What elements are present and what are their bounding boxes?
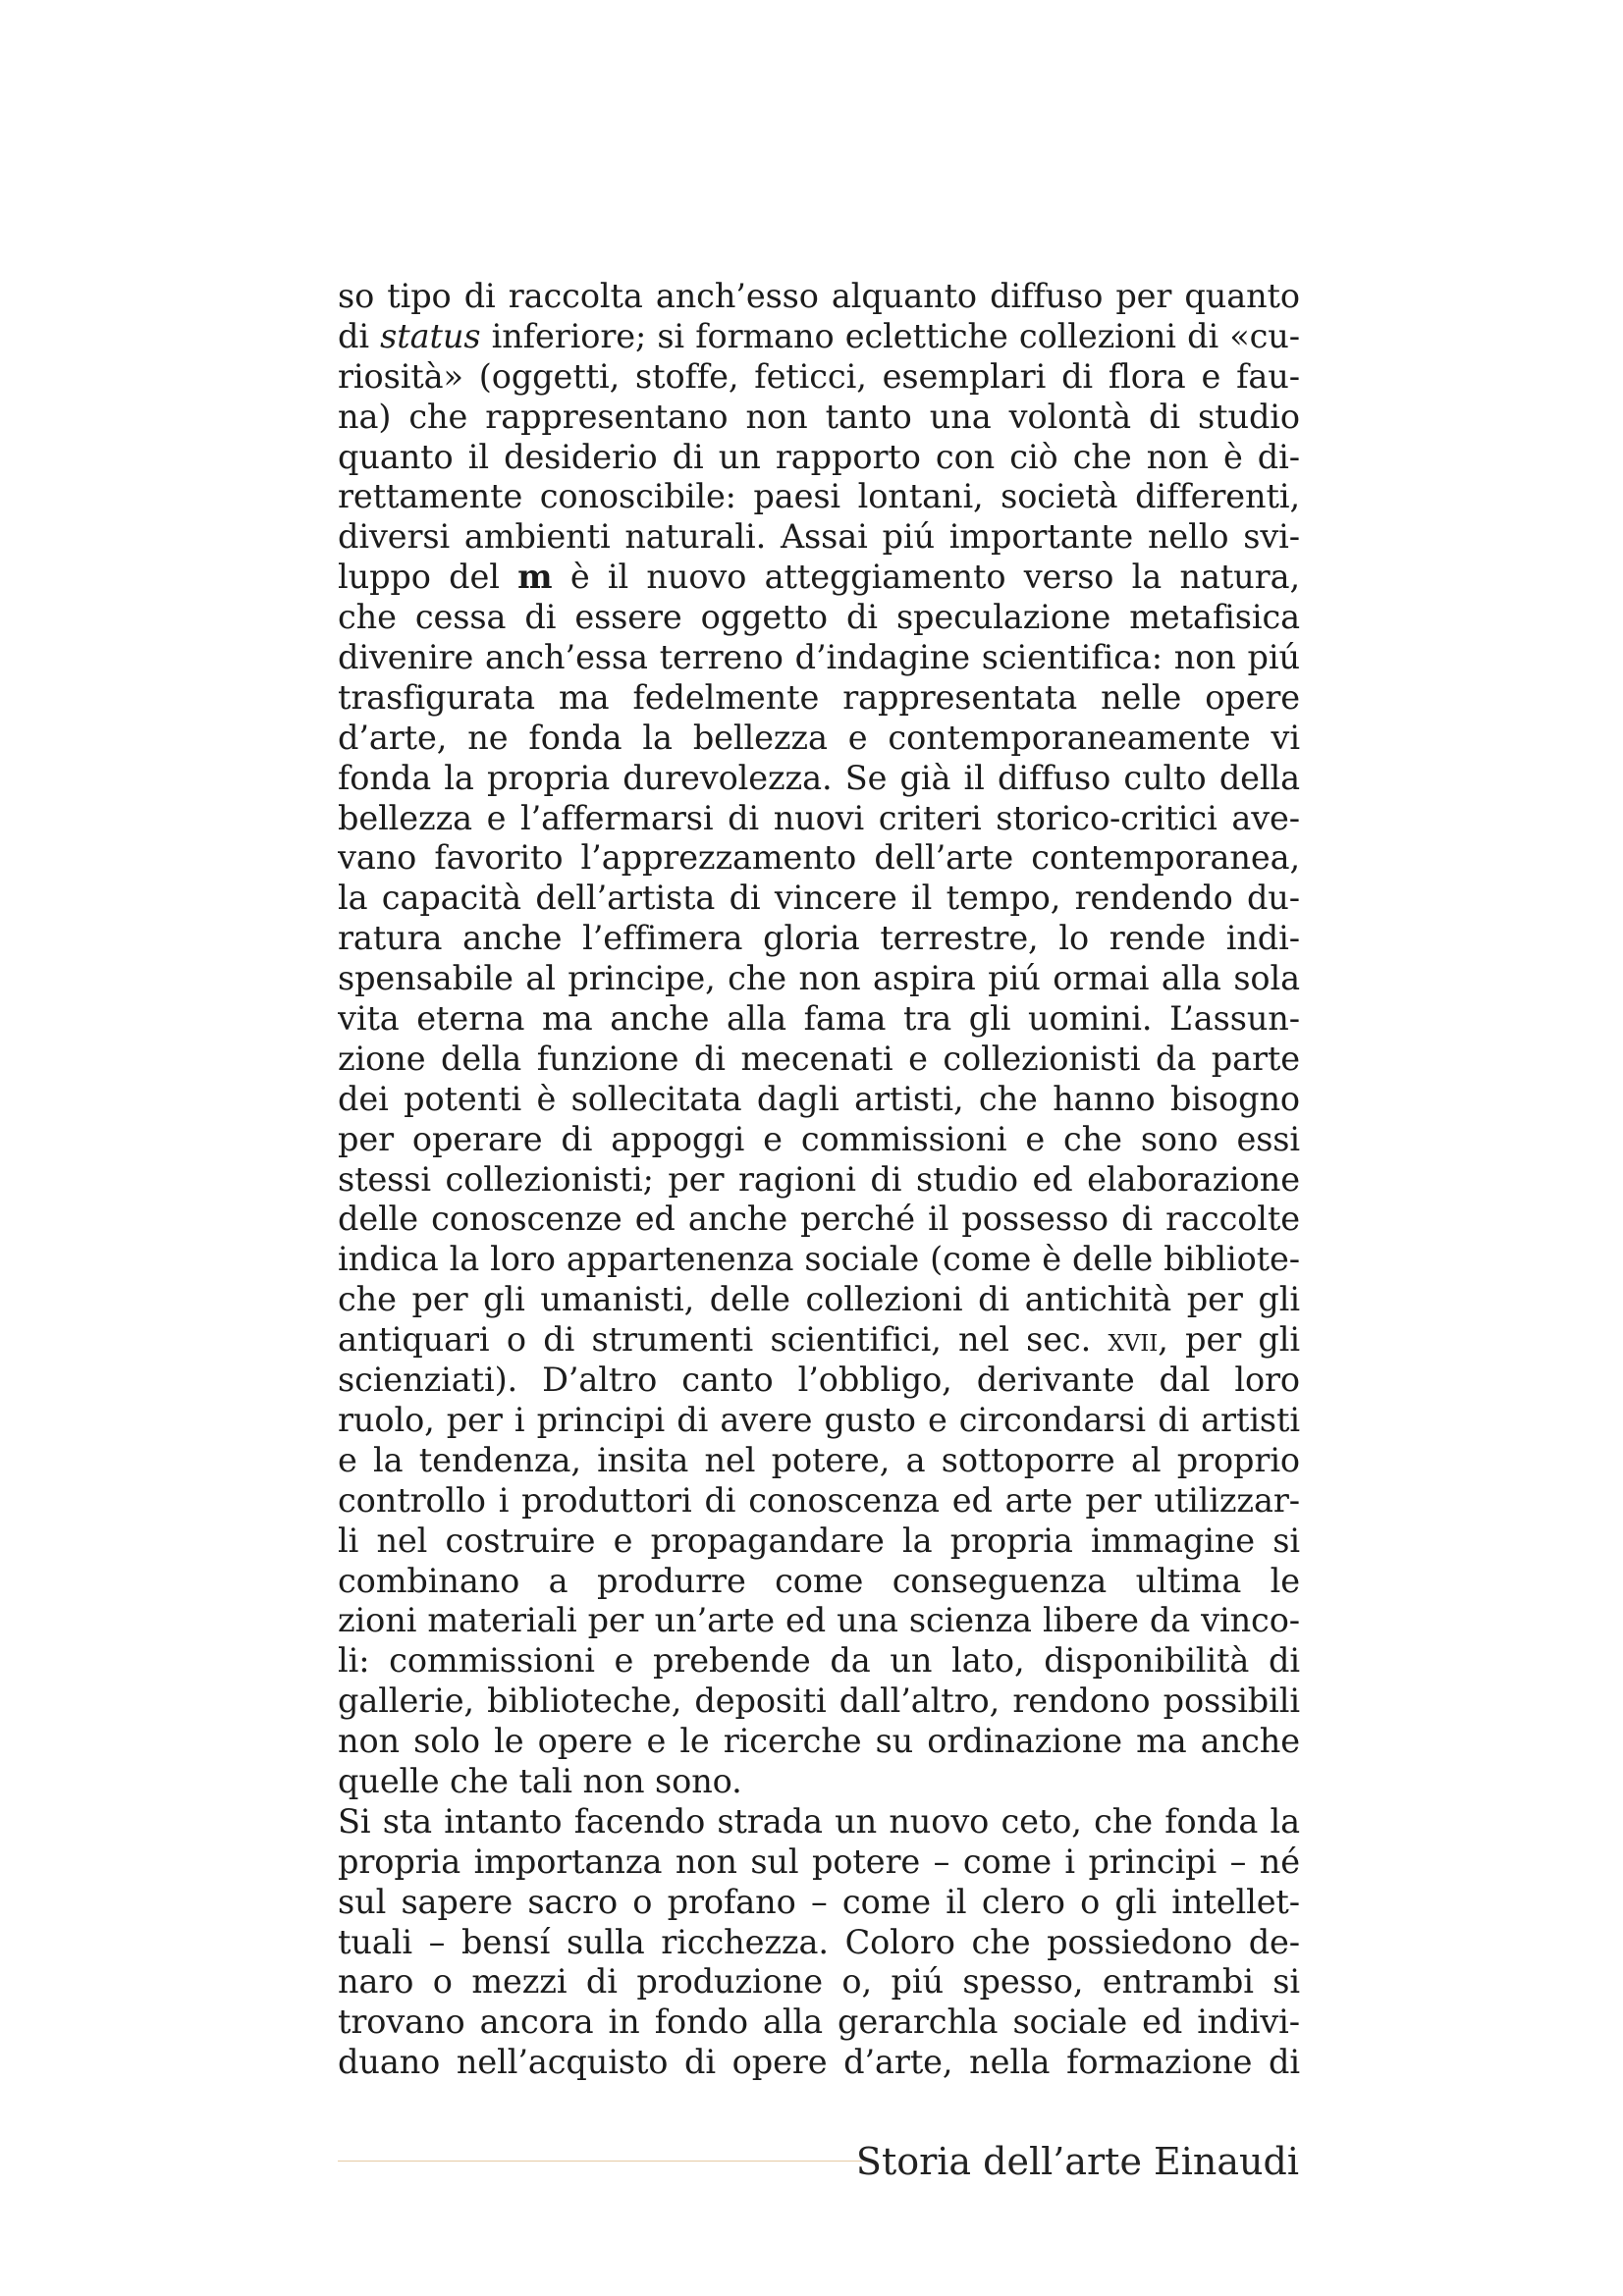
text-line: gallerie, biblioteche, depositi dall’altro, rendono possibili	[338, 1682, 1300, 1721]
bold-term: m	[517, 558, 553, 597]
text-line: e la tendenza, insita nel potere, a sottoporre al proprio	[338, 1440, 1300, 1479]
text-line: bellezza e l’affermarsi di nuovi criteri storico-critici ave-	[338, 798, 1300, 837]
text-line: diversi ambienti naturali. Assai piú importante nello svi-	[338, 517, 1300, 557]
text-line: Si sta intanto facendo strada un nuovo ceto, che fonda la	[338, 1801, 1300, 1841]
text-line: divenire anch’essa terreno d’indagine scientifica: non piú	[338, 638, 1300, 677]
text-line: quanto il desiderio di un rapporto con ciò che non è di-	[338, 437, 1300, 476]
text-line: zione della funzione di mecenati e collezionisti da parte	[338, 1039, 1300, 1078]
text-line: combinano a produrre come conseguenza ultima le	[338, 1561, 1300, 1600]
century-numeral: xvii	[1108, 1320, 1159, 1360]
text-line: vano favorito l’apprezzamento dell’arte contemporanea,	[338, 838, 1300, 878]
italic-term: status	[380, 316, 481, 355]
text-line: antiquari o di strumenti scientifici, nel sec. xvii, per gli	[338, 1320, 1300, 1360]
text-line: non solo le opere e le ricerche su ordinazione ma anche	[338, 1722, 1300, 1761]
text-line: vita eterna ma anche alla fama tra gli uomini. L’assun-	[338, 999, 1300, 1039]
text-line: controllo i produttori di conoscenza ed arte per utilizzar-	[338, 1480, 1300, 1520]
text-line: sul sapere sacro o profano – come il clero o gli intellet-	[338, 1882, 1300, 1921]
text-line: na) che rappresentano non tanto una volontà di studio	[338, 397, 1300, 436]
text-line: luppo del m è il nuovo atteggiamento verso la natura,	[338, 558, 1300, 597]
body-text	[338, 277, 1300, 2083]
text-line: la capacità dell’artista di vincere il tempo, rendendo du-	[338, 879, 1300, 918]
text-line: ratura anche l’effimera gloria terrestre, lo rende indi-	[338, 919, 1300, 958]
text-line: scienziati). D’altro canto l’obbligo, derivante dal loro	[338, 1361, 1300, 1400]
text-line: stessi collezionisti; per ragioni di studio ed elaborazione	[338, 1159, 1300, 1199]
text-line: propria importanza non sul potere – come i principi – né	[338, 1842, 1300, 1881]
text-line: per operare di appoggi e commissioni e che sono essi	[338, 1119, 1300, 1158]
text-line: tuali – bensí sulla ricchezza. Coloro che possiedono de-	[338, 1922, 1300, 1961]
text-line: trasfigurata ma fedelmente rappresentata nelle opere	[338, 677, 1300, 717]
text-line: d’arte, ne fonda la bellezza e contemporaneamente vi	[338, 718, 1300, 757]
text-line: duano nell’acquisto di opere d’arte, nella formazione di	[338, 2043, 1300, 2082]
text-line: delle conoscenze ed anche perché il possesso di raccolte	[338, 1200, 1300, 1239]
text-line: so tipo di raccolta anch’esso alquanto diffuso per quanto	[338, 277, 1300, 315]
text-line: fonda la propria durevolezza. Se già il diffuso culto della	[338, 758, 1300, 797]
text-line: indica la loro appartenenza sociale (come è delle bibliote-	[338, 1240, 1300, 1279]
text-line: trovano ancora in fondo alla gerarchla sociale ed indivi-	[338, 2002, 1300, 2042]
text-line: spensabile al principe, che non aspira piú ormai alla sola	[338, 959, 1300, 998]
footer-rule	[338, 2161, 862, 2162]
text-line: di status inferiore; si formano eclettiche collezioni di «cu-	[338, 316, 1300, 355]
text-line: zioni materiali per un’arte ed una scienza libere da vinco-	[338, 1601, 1300, 1640]
text-line: quelle che tali non sono.	[338, 1761, 742, 1800]
text-line: che cessa di essere oggetto di speculazione metafisica	[338, 598, 1300, 637]
text-line: naro o mezzi di produzione o, piú spesso, entrambi si	[338, 1962, 1300, 2002]
text-line: rettamente conoscibile: paesi lontani, società differenti,	[338, 477, 1300, 516]
text-line: riosità» (oggetti, stoffe, feticci, esemplari di flora e fau-	[338, 356, 1300, 396]
text-line: dei potenti è sollecitata dagli artisti, che hanno bisogno	[338, 1079, 1300, 1118]
text-line: ruolo, per i principi di avere gusto e circondarsi di artisti	[338, 1400, 1300, 1439]
text-line: che per gli umanisti, delle collezioni di antichità per gli	[338, 1280, 1300, 1319]
text-line: li nel costruire e propagandare la propria immagine si	[338, 1521, 1300, 1560]
text-line: li: commissioni e prebende da un lato, disponibilità di	[338, 1641, 1300, 1681]
footer-title: Storia dell’arte Einaudi	[855, 2140, 1299, 2183]
